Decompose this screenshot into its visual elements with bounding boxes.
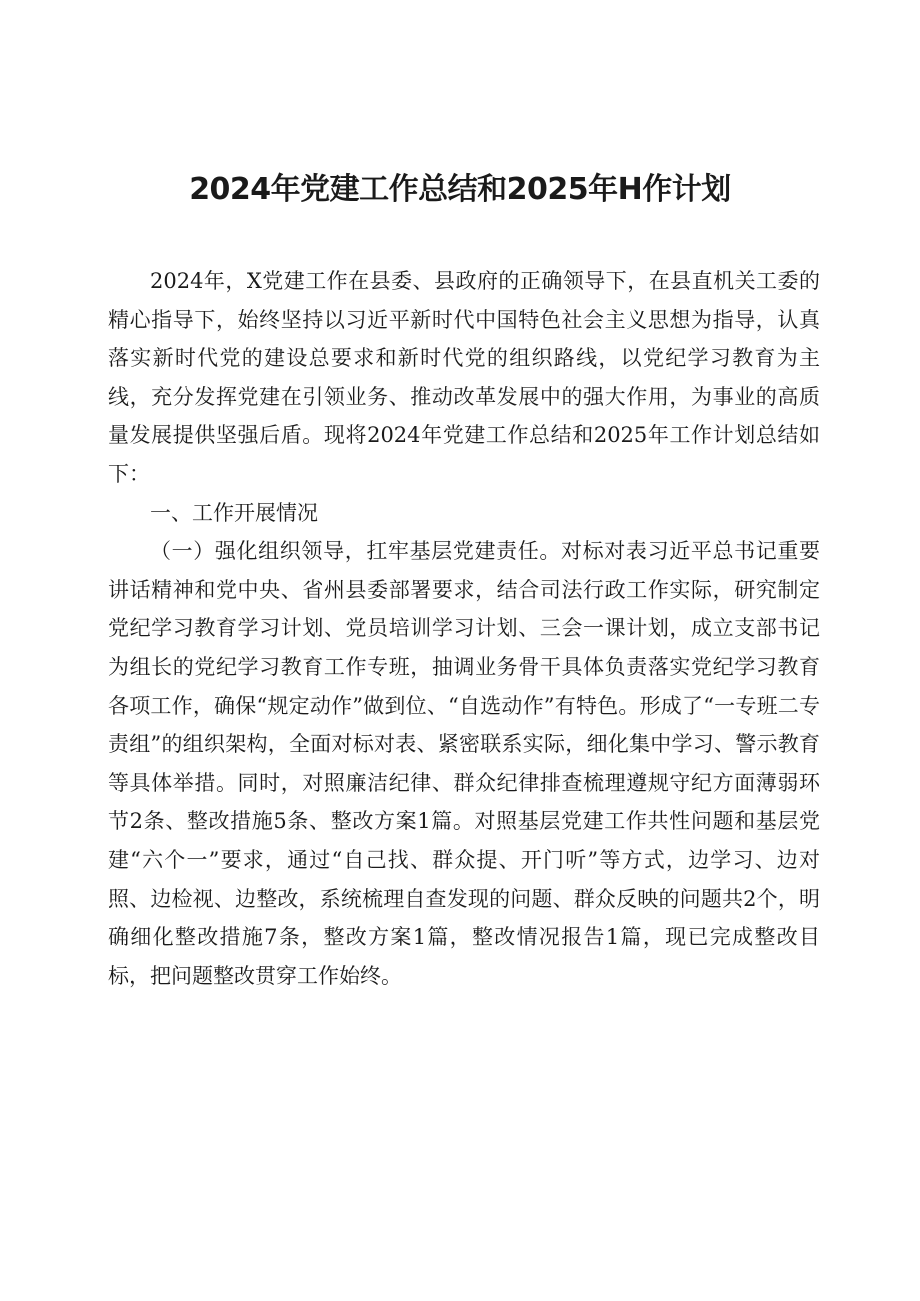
section-heading: 一、工作开展情况 (150, 500, 318, 525)
section-item-paragraph: （一）强化组织领导，扛牢基层党建责任。对标对表习近平总书记重要讲话精神和党中央、省州县委部署要求，结合司法行政工作实际，研究制定党纪学习教育学习计划、党员培训学习计划、三会一课计划，成立支部书记为组长的党纪学习教育工作专班，抽调业务骨干具体负责落实党纪学习教育各项工作，确保“规定动作”做到位、“自选动作”有特色。形成了“一专班二专责组”的组织架构，全面对标对表、紧密联系实际，细化集中学习、警示教育等具体举措。同时，对照廉洁纪律、群众纪律排查梳理遵规守纪方面薄弱环节2条、整改措施5条、整改方案1篇。对照基层党建工作共性问题和基层党建“六个一”要求，通过“自己找、群众提、开门听”等方式，边学习、边对照、边检视、边整改，系统梳理自查发现的问题、群众反映的问题共2个，明确细化整改措施7条，整改方案1篇，整改情况报告1篇，现已完成整改目标，把问题整改贯穿工作始终。 (108, 539, 820, 988)
document-body (108, 262, 820, 995)
document-title: 2024年党建工作总结和2025年H作计划 (189, 172, 731, 207)
intro-paragraph: 2024年，X党建工作在县委、县政府的正确领导下，在县直机关工委的精心指导下，始终坚持以习近平新时代中国特色社会主义思想为指导，认真落实新时代党的建设总要求和新时代党的组织路线，以党纪学习教育为主线，充分发挥党建在引领业务、推动改革发展中的强大作用，为事业的高质量发展提供坚强后盾。现将2024年党建工作总结和2025年工作计划总结如下： (108, 269, 820, 486)
